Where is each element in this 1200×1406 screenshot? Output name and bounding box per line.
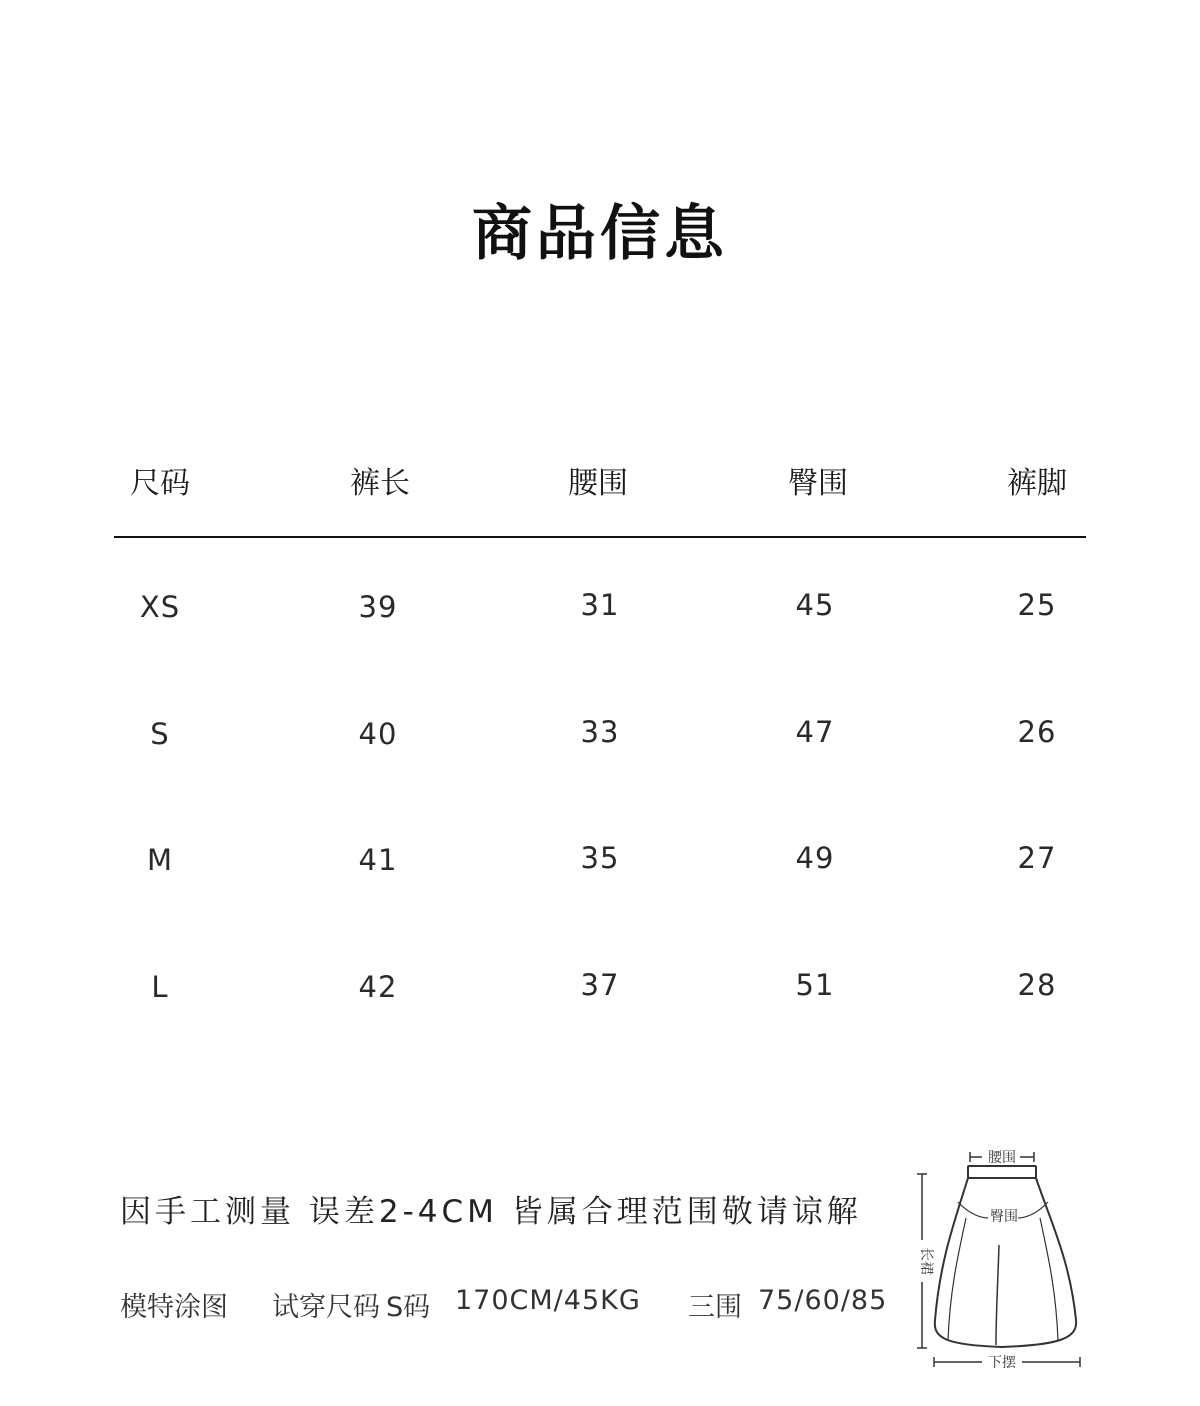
header-length: 裤长 xyxy=(350,466,410,501)
skirt-diagram xyxy=(900,1140,1100,1380)
header-waist: 腰围 xyxy=(568,466,628,501)
cell-hip: 47 xyxy=(795,715,835,749)
cell-waist: 33 xyxy=(580,715,620,749)
model-measurements-value: 75/60/85 xyxy=(758,1285,888,1316)
model-size-label: 试穿尺码 xyxy=(272,1292,380,1323)
model-label: 模特涂图 xyxy=(120,1292,228,1323)
cell-length: 41 xyxy=(358,843,398,877)
cell-waist: 35 xyxy=(580,841,620,875)
cell-waist: 37 xyxy=(580,968,620,1002)
length-label: 长裙 xyxy=(918,1247,934,1275)
cell-size: M xyxy=(146,843,174,877)
measurement-note: 因手工测量 误差2-4CM 皆属合理范围敬请谅解 xyxy=(120,1194,862,1230)
cell-length: 42 xyxy=(358,970,398,1004)
model-size-value: S码 xyxy=(386,1292,431,1323)
cell-hem: 27 xyxy=(1017,841,1057,875)
hem-label: 下摆 xyxy=(988,1355,1016,1371)
waist-label: 腰围 xyxy=(988,1150,1016,1166)
header-hip: 臀围 xyxy=(788,466,848,501)
cell-hem: 28 xyxy=(1017,968,1057,1002)
cell-hip: 49 xyxy=(795,841,835,875)
cell-size: L xyxy=(151,970,169,1004)
cell-hem: 25 xyxy=(1017,588,1057,622)
cell-hip: 51 xyxy=(795,968,835,1002)
cell-hem: 26 xyxy=(1017,715,1057,749)
hip-label: 臀围 xyxy=(990,1209,1018,1225)
page-title: 商品信息 xyxy=(472,199,728,269)
cell-waist: 31 xyxy=(580,588,620,622)
cell-size: XS xyxy=(139,590,181,624)
model-measurements-label: 三围 xyxy=(688,1292,742,1323)
cell-length: 39 xyxy=(358,590,398,624)
cell-hip: 45 xyxy=(795,588,835,622)
table-header-rule xyxy=(114,536,1086,538)
model-height-weight: 170CM/45KG xyxy=(455,1285,641,1316)
cell-size: S xyxy=(150,717,170,751)
skirt-outline-icon xyxy=(935,1166,1076,1347)
header-size: 尺码 xyxy=(130,466,190,501)
header-hem: 裤脚 xyxy=(1007,466,1067,501)
cell-length: 40 xyxy=(358,717,398,751)
